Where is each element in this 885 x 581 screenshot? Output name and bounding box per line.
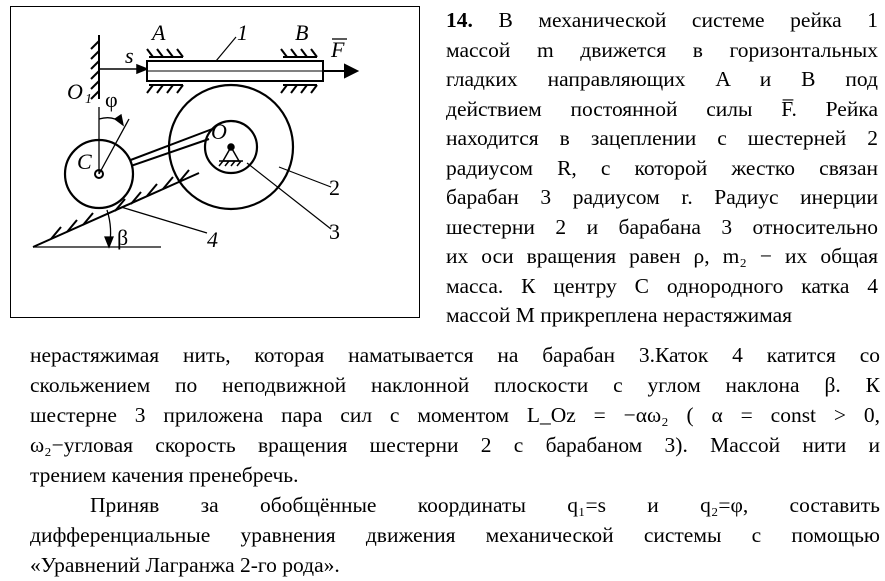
statement-line-10: масса. К центру C однородного катка 4 [446, 273, 878, 298]
bottom-line-6: Приняв за обобщённые координаты q₁=s и q₂=φ, составить [90, 493, 880, 517]
statement-line-8: шестерни 2 и барабана 3 относительно [446, 214, 878, 239]
statement-line-11: массой M прикреплена нерастяжимая [446, 303, 793, 327]
label-o1-sub: 1 [85, 92, 92, 107]
label-f: F [331, 37, 345, 62]
mechanism-figure [10, 6, 420, 318]
bottom-line-1: нерастяжимая нить, которая наматывается на барабан 3.Каток 4 катится со [30, 343, 880, 367]
label-s: s [125, 43, 134, 68]
statement-line-6: радиусом R, с которой жестко связан [446, 155, 878, 180]
bottom-line-3: шестерне 3 приложена пара сил с моментом L_Oz = −αω₂ ( α = const > 0, [30, 403, 880, 427]
label-beta: β [117, 225, 129, 250]
leader-1 [216, 37, 236, 61]
statement-line-2: массой m движется в горизонтальных [446, 37, 878, 62]
label-o1: O [67, 79, 83, 104]
mechanism-diagram [11, 7, 421, 319]
bottom-line-5: трением качения пренебречь. [30, 463, 299, 487]
statement-line-1-text: В механической системе рейка 1 [472, 8, 878, 32]
label-c: C [77, 149, 92, 174]
statement-line-7: барабан 3 радиусом r. Радиус инерции [446, 185, 878, 209]
statement-line-9: их оси вращения равен ρ, m₂ − их общая [446, 244, 878, 268]
leader-4 [121, 207, 207, 233]
wall-o1 [91, 35, 99, 99]
task-number: 14. [446, 8, 473, 32]
statement-line-1 [446, 6, 878, 36]
label-a: A [152, 20, 166, 45]
problem-statement-bottom [30, 340, 880, 580]
problem-statement-top [446, 6, 878, 331]
label-4: 4 [207, 227, 218, 252]
statement-line-3: гладких направляющих A и B под [446, 67, 878, 91]
label-2: 2 [329, 175, 340, 200]
statement-line-5: находится в зацеплении с шестерней 2 [446, 126, 878, 150]
beta-angle [105, 210, 113, 247]
statement-line-4: действием постоянной силы F̅. Рейка [446, 96, 878, 121]
force-f-arrow [323, 65, 357, 77]
bottom-line-8: «Уравнений Лагранжа 2-го рода». [30, 553, 340, 577]
bottom-line-4: ω₂−угловая скорость вращения шестерни 2 с барабаном 3). Массой нити и [30, 433, 880, 457]
bottom-line-7: дифференциальные уравнения движения механической системы с помощью [30, 523, 880, 547]
bottom-line-2: скольжением по неподвижной наклонной плоскости с углом наклона β. К [30, 373, 880, 397]
s-arrow [99, 65, 147, 73]
label-phi: φ [105, 87, 118, 112]
label-b: B [295, 20, 309, 45]
label-o: O [211, 119, 227, 144]
leader-2 [279, 167, 331, 187]
label-3: 3 [329, 219, 340, 244]
label-1: 1 [237, 20, 248, 45]
